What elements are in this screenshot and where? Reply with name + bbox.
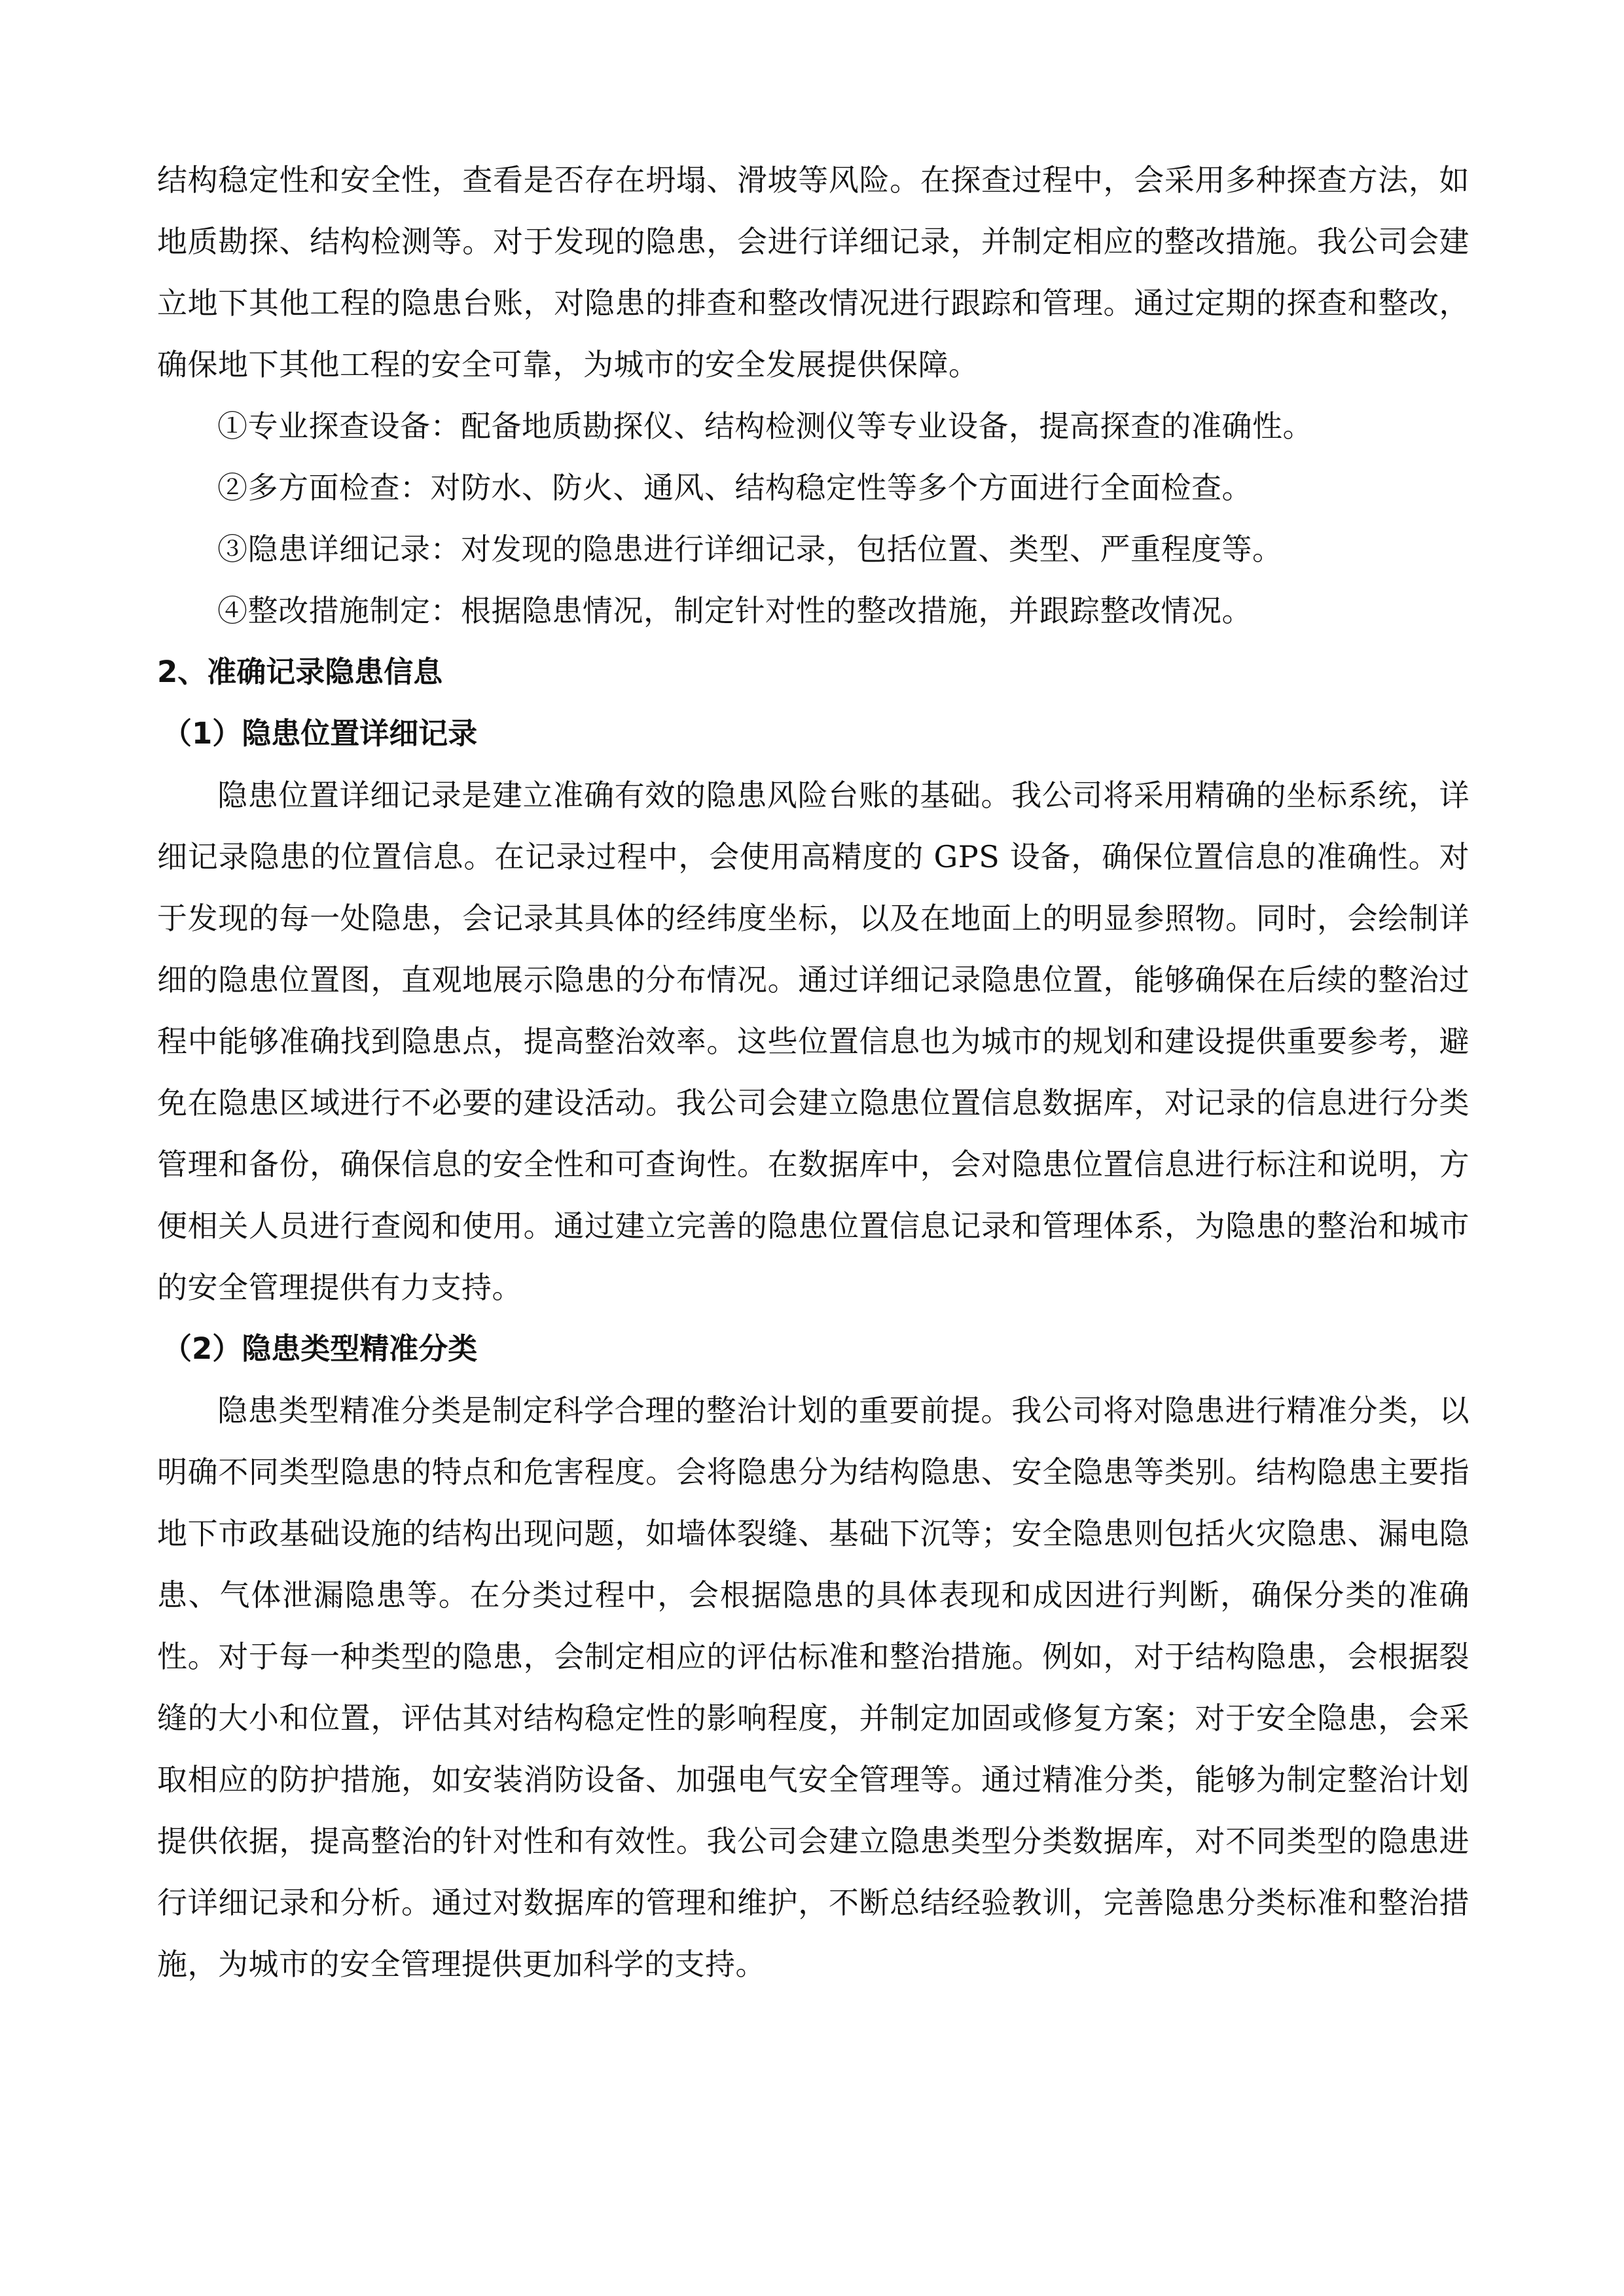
list-item-inspection: ②多方面检查：对防水、防火、通风、结构稳定性等多个方面进行全面检查。 [217, 470, 1252, 505]
location-paragraph: 隐患位置详细记录是建立准确有效的隐患风险台账的基础。我公司将采用精确的坐标系统，详细记录隐患的位置信息。在记录过程中，会使用高精度的 GPS 设备，确保位置信息的准确性。对于发现的每一处隐患，会记录其具体的经纬度坐标，以及在地面上的明显参照物。同时，会绘制详细的隐患位置图，直观地展示隐患的分布情况。通过详细记录隐患位置，能够确保在后续的整治过程中能够准确找到隐患点，提高整治效率。这些位置信息也为城市的规划和建设提供重要参考，避免在隐患区域进行不必要的建设活动。我公司会建立隐患位置信息数据库，对记录的信息进行分类管理和备份，确保信息的安全性和可查询性。在数据库中，会对隐患位置信息进行标注和说明，方便相关人员进行查阅和使用。通过建立完善的隐患位置信息记录和管理体系，为隐患的整治和城市的安全管理提供有力支持。 [157, 778, 1470, 1305]
classification-paragraph: 隐患类型精准分类是制定科学合理的整治计划的重要前提。我公司将对隐患进行精准分类，以明确不同类型隐患的特点和危害程度。会将隐患分为结构隐患、安全隐患等类别。结构隐患主要指地下市政基础设施的结构出现问题，如墙体裂缝、基础下沉等；安全隐患则包括火灾隐患、漏电隐患、气体泄漏隐患等。在分类过程中，会根据隐患的具体表现和成因进行判断，确保分类的准确性。对于每一种类型的隐患，会制定相应的评估标准和整治措施。例如，对于结构隐患，会根据裂缝的大小和位置，评估其对结构稳定性的影响程度，并制定加固或修复方案；对于安全隐患，会采取相应的防护措施，如安装消防设备、加强电气安全管理等。通过精准分类，能够为制定整治计划提供依据，提高整治的针对性和有效性。我公司会建立隐患类型分类数据库，对不同类型的隐患进行详细记录和分析。通过对数据库的管理和维护，不断总结经验教训，完善隐患分类标准和整治措施，为城市的安全管理提供更加科学的支持。 [157, 1393, 1470, 1982]
intro-paragraph: 结构稳定性和安全性，查看是否存在坍塌、滑坡等风险。在探查过程中，会采用多种探查方法，如地质勘探、结构检测等。对于发现的隐患，会进行详细记录，并制定相应的整改措施。我公司会建立地下其他工程的隐患台账，对隐患的排查和整改情况进行跟踪和管理。通过定期的探查和整改，确保地下其他工程的安全可靠，为城市的安全发展提供保障。 [157, 162, 1470, 382]
list-item-rectification: ④整改措施制定：根据隐患情况，制定针对性的整改措施，并跟踪整改情况。 [217, 593, 1252, 628]
section-heading: 2、准确记录隐患信息 [157, 655, 443, 689]
list-item-record: ③隐患详细记录：对发现的隐患进行详细记录，包括位置、类型、严重程度等。 [217, 531, 1283, 567]
subsection-heading-location: （1）隐患位置详细记录 [162, 716, 478, 751]
subsection-heading-classification: （2）隐患类型精准分类 [162, 1331, 478, 1366]
document-page [157, 149, 1470, 1995]
list-item-equipment: ①专业探查设备：配备地质勘探仪、结构检测仪等专业设备，提高探查的准确性。 [217, 408, 1313, 444]
